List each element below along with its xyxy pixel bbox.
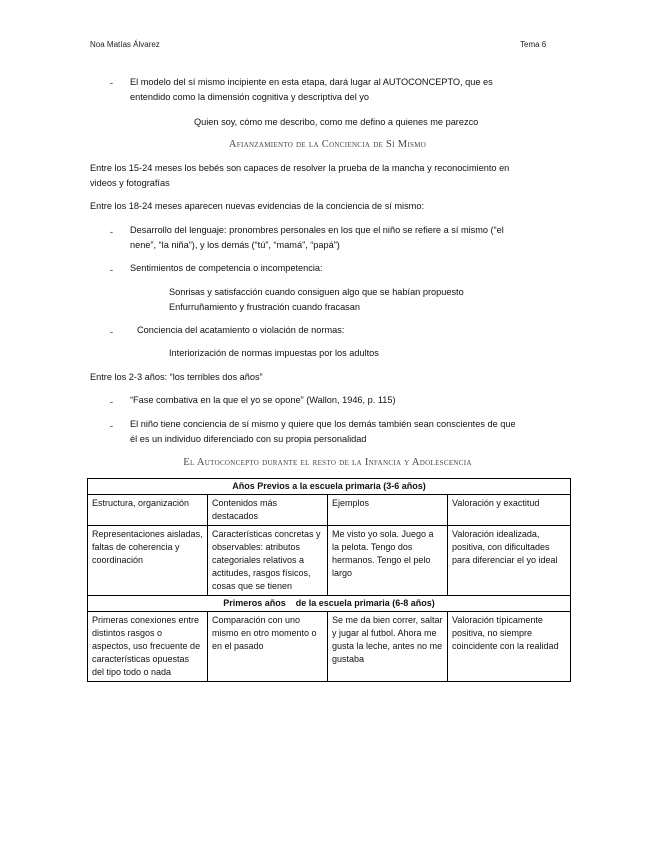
table-cell: Representaciones aisladas, faltas de coherencia y coordinación xyxy=(88,526,208,596)
table-header-cell: Ejemplos xyxy=(328,495,448,526)
table-group-header: Primeros años de la escuela primaria (6-8 años) xyxy=(88,596,571,612)
bullet-item xyxy=(130,223,570,253)
section-heading: El Autoconcepto durante el resto de la Infancia y Adolescencia xyxy=(183,457,472,468)
text-line: Desarrollo del lenguaje: pronombres personales en los que el niño se refiere a sí mismo (“el xyxy=(130,225,504,235)
text-line: El niño tiene conciencia de sí mismo y quiere que los demás también sean conscientes de que xyxy=(130,419,516,429)
text-line: videos y fotografías xyxy=(90,178,170,188)
section-heading: Afianzamiento de la Conciencia de Sí Mismo xyxy=(228,139,427,150)
autoconcepto-table xyxy=(87,478,571,682)
bullet-item: Conciencia del acatamiento o violación de normas: xyxy=(137,325,345,335)
table-group-row xyxy=(88,479,571,495)
bullet-dash: - xyxy=(110,265,114,275)
bullet-item xyxy=(130,417,570,447)
table-cell: Comparación con uno mismo en otro momento o en el pasado xyxy=(208,612,328,682)
table-cell: Valoración idealizada, positiva, con dificultades para diferenciar el yo ideal xyxy=(448,526,571,596)
table-cell: Se me da bien correr, saltar y jugar al futbol. Ahora me gusta la leche, antes no me gustaba xyxy=(328,612,448,682)
text-line: Sonrisas y satisfacción cuando consiguen algo que se habían propuesto xyxy=(169,287,464,297)
paragraph: Entre los 2-3 años: “los terribles dos años” xyxy=(90,372,263,382)
text-line: Enfurruñamiento y frustración cuando fracasan xyxy=(169,302,360,312)
table-group-header: Años Previos a la escuela primaria (3-6 años) xyxy=(88,479,571,495)
intro-line: entendido como la dimensión cognitiva y descriptiva del yo xyxy=(130,92,370,102)
bullet-dash: - xyxy=(110,397,114,407)
header-topic: Tema 6 xyxy=(520,40,547,49)
table-cell: Características concretas y observables: atributos categoriales relativos a actitudes, rasgos físicos, cosas que se tienen xyxy=(208,526,328,596)
intro-paragraph xyxy=(130,75,570,105)
bullet-dash: - xyxy=(110,421,114,431)
table-header-row xyxy=(88,495,571,526)
bullet-dash: - xyxy=(110,78,114,88)
table-cell: Primeras conexiones entre distintos rasgos o aspectos, uso frecuente de características opuestas del tipo todo o nada xyxy=(88,612,208,682)
table-cell: Valoración típicamente positiva, no siempre coincidente con la realidad xyxy=(448,612,571,682)
table-group-row xyxy=(88,596,571,612)
text-line: él es un individuo diferenciado con su propia personalidad xyxy=(130,434,367,444)
bullet-dash: - xyxy=(110,327,114,337)
bullet-item: “Fase combativa en la que el yo se opone” (Wallon, 1946, p. 115) xyxy=(130,395,396,405)
table-header-cell: Estructura, organización xyxy=(88,495,208,526)
bullet-item: Sentimientos de competencia o incompetencia: xyxy=(130,263,323,273)
sub-item xyxy=(169,285,464,315)
table-row xyxy=(88,526,571,596)
bullet-dash: - xyxy=(110,227,114,237)
table-header-cell: Contenidos más destacados xyxy=(208,495,328,526)
header-author: Noa Matías Álvarez xyxy=(90,40,160,49)
intro-quote: Quien soy, cómo me describo, como me defino a quienes me parezco xyxy=(194,117,479,127)
text-line: nene”, “la niña”), y los demás (“tú”, “mamá”, “papá”) xyxy=(130,240,340,250)
paragraph: Entre los 18-24 meses aparecen nuevas evidencias de la conciencia de sí mismo: xyxy=(90,201,424,211)
sub-item: Interiorización de normas impuestas por los adultos xyxy=(169,348,379,358)
text-line: Entre los 15-24 meses los bebés son capaces de resolver la prueba de la mancha y reconocimiento en xyxy=(90,163,510,173)
table-row xyxy=(88,612,571,682)
intro-line: El modelo del sí mismo incipiente en esta etapa, dará lugar al AUTOCONCEPTO, que es xyxy=(130,77,493,87)
table-cell: Me visto yo sola. Juego a la pelota. Tengo dos hermanos. Tengo el pelo largo xyxy=(328,526,448,596)
table-header-cell: Valoración y exactitud xyxy=(448,495,571,526)
paragraph xyxy=(90,161,570,191)
